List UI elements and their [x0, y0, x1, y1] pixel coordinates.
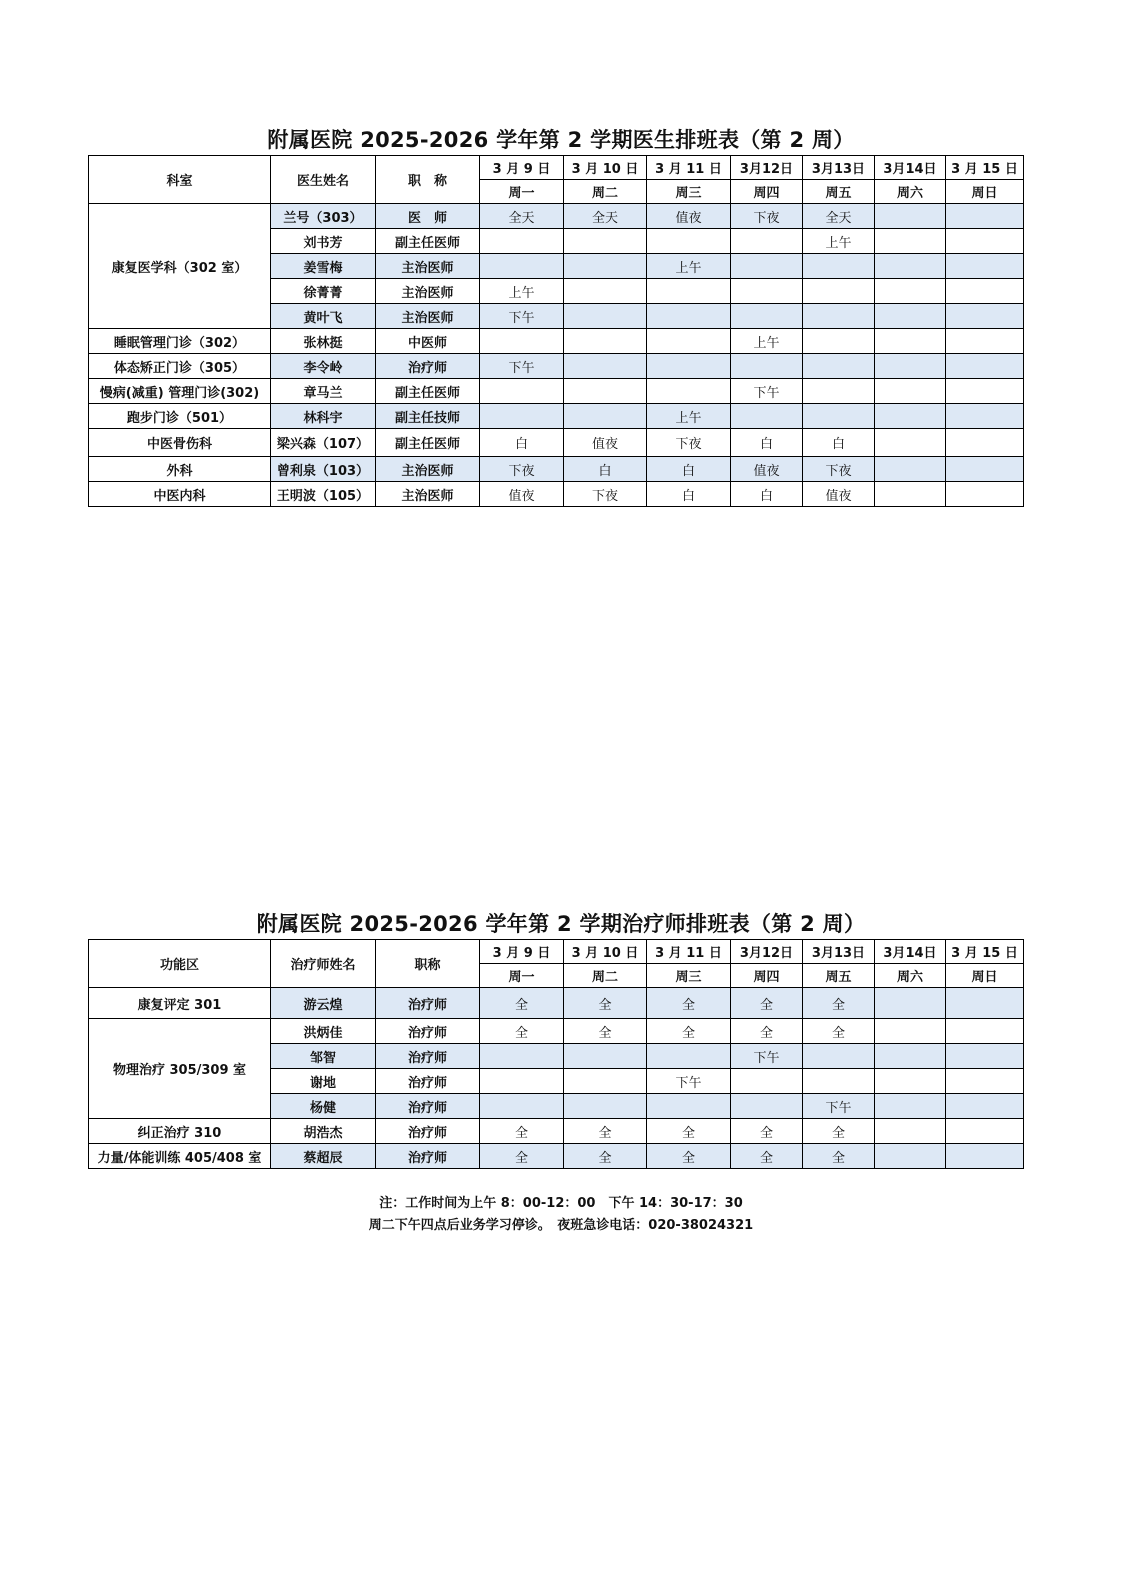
shift-cell: 下夜	[480, 457, 564, 482]
shift-cell	[946, 429, 1024, 457]
dept-cell: 睡眠管理门诊（302）	[89, 329, 271, 354]
shift-cell	[946, 1144, 1024, 1169]
shift-cell: 全	[647, 988, 731, 1019]
header-area: 功能区	[89, 940, 271, 988]
shift-cell	[564, 404, 647, 429]
table-row	[89, 354, 1024, 379]
shift-cell: 全	[564, 1019, 647, 1044]
shift-cell	[946, 1044, 1024, 1069]
shift-cell	[480, 379, 564, 404]
shift-cell	[875, 1094, 946, 1119]
shift-cell	[875, 429, 946, 457]
shift-cell	[480, 1094, 564, 1119]
title-cell: 治疗师	[376, 1069, 480, 1094]
shift-cell: 全	[731, 1019, 803, 1044]
shift-cell	[946, 988, 1024, 1019]
header-date: 3 月 10 日	[564, 156, 647, 180]
shift-cell	[480, 329, 564, 354]
shift-cell: 全	[480, 1119, 564, 1144]
header-date: 3月13日	[803, 156, 875, 180]
shift-cell	[946, 404, 1024, 429]
title-cell: 主治医师	[376, 304, 480, 329]
shift-cell: 全	[803, 1144, 875, 1169]
shift-cell	[803, 354, 875, 379]
area-cell: 康复评定 301	[89, 988, 271, 1019]
shift-cell: 白	[731, 429, 803, 457]
doctor-schedule-title: 附属医院 2025-2026 学年第 2 学期医生排班表（第 2 周）	[267, 128, 855, 152]
header-date: 3月14日	[875, 940, 946, 964]
table-row	[89, 988, 1024, 1019]
header-date: 3 月 11 日	[647, 940, 731, 964]
dept-cell: 中医骨伤科	[89, 429, 271, 457]
shift-cell: 全	[803, 1019, 875, 1044]
shift-cell	[946, 329, 1024, 354]
title-cell: 治疗师	[376, 1044, 480, 1069]
shift-cell	[564, 1044, 647, 1069]
shift-cell: 上午	[647, 254, 731, 279]
shift-cell	[803, 304, 875, 329]
header-date: 3月12日	[731, 940, 803, 964]
shift-cell: 全	[731, 1119, 803, 1144]
header-weekday: 周五	[803, 964, 875, 988]
shift-cell	[946, 457, 1024, 482]
shift-cell: 值夜	[731, 457, 803, 482]
shift-cell	[480, 254, 564, 279]
shift-cell: 白	[731, 482, 803, 507]
shift-cell	[564, 1069, 647, 1094]
shift-cell	[731, 404, 803, 429]
dept-cell: 康复医学科（302 室）	[89, 204, 271, 329]
title-cell: 治疗师	[376, 1119, 480, 1144]
shift-cell	[946, 1019, 1024, 1044]
shift-cell	[731, 1069, 803, 1094]
therapist-schedule-title: 附属医院 2025-2026 学年第 2 学期治疗师排班表（第 2 周）	[256, 912, 866, 936]
shift-cell	[875, 457, 946, 482]
shift-cell: 白	[803, 429, 875, 457]
shift-cell	[564, 1094, 647, 1119]
shift-cell: 全	[480, 988, 564, 1019]
shift-cell	[803, 1069, 875, 1094]
header-title: 职 称	[376, 156, 480, 204]
title-cell: 副主任医师	[376, 379, 480, 404]
shift-cell	[803, 404, 875, 429]
shift-cell	[731, 354, 803, 379]
area-cell: 力量/体能训练 405/408 室	[89, 1144, 271, 1169]
shift-cell	[647, 1094, 731, 1119]
shift-cell	[875, 229, 946, 254]
title-cell: 主治医师	[376, 482, 480, 507]
shift-cell	[564, 354, 647, 379]
shift-cell	[564, 379, 647, 404]
header-weekday: 周六	[875, 180, 946, 204]
therapist-schedule-table	[88, 939, 1024, 1169]
shift-cell	[946, 254, 1024, 279]
shift-cell	[803, 254, 875, 279]
shift-cell: 下午	[731, 379, 803, 404]
name-cell: 姜雪梅	[271, 254, 376, 279]
shift-cell	[875, 304, 946, 329]
header-date: 3 月 9 日	[480, 156, 564, 180]
shift-cell	[875, 254, 946, 279]
name-cell: 杨健	[271, 1094, 376, 1119]
shift-cell: 白	[647, 457, 731, 482]
shift-cell	[946, 482, 1024, 507]
title-cell: 副主任技师	[376, 404, 480, 429]
shift-cell: 全	[480, 1144, 564, 1169]
shift-cell	[946, 1094, 1024, 1119]
shift-cell	[946, 279, 1024, 304]
header-weekday: 周二	[564, 180, 647, 204]
shift-cell	[875, 1119, 946, 1144]
title-cell: 副主任医师	[376, 229, 480, 254]
name-cell: 王明波（105）	[271, 482, 376, 507]
shift-cell	[875, 482, 946, 507]
title-cell: 医 师	[376, 204, 480, 229]
name-cell: 兰号（303）	[271, 204, 376, 229]
shift-cell	[875, 404, 946, 429]
shift-cell	[731, 254, 803, 279]
shift-cell	[731, 229, 803, 254]
table-row	[89, 1019, 1024, 1044]
shift-cell	[564, 254, 647, 279]
shift-cell: 下夜	[647, 429, 731, 457]
dept-cell: 中医内科	[89, 482, 271, 507]
table-row	[89, 457, 1024, 482]
name-cell: 梁兴森（107）	[271, 429, 376, 457]
shift-cell	[647, 354, 731, 379]
shift-cell: 下午	[480, 304, 564, 329]
shift-cell: 下午	[803, 1094, 875, 1119]
name-cell: 刘书芳	[271, 229, 376, 254]
shift-cell: 全	[564, 1119, 647, 1144]
header-weekday: 周三	[647, 964, 731, 988]
shift-cell	[875, 1069, 946, 1094]
shift-cell	[875, 379, 946, 404]
header-weekday: 周一	[480, 964, 564, 988]
shift-cell	[946, 304, 1024, 329]
shift-cell	[875, 988, 946, 1019]
shift-cell	[803, 379, 875, 404]
area-cell: 物理治疗 305/309 室	[89, 1019, 271, 1119]
name-cell: 曾利泉（103）	[271, 457, 376, 482]
shift-cell: 白	[480, 429, 564, 457]
dept-cell: 外科	[89, 457, 271, 482]
table-row	[89, 1144, 1024, 1169]
header-title: 职称	[376, 940, 480, 988]
shift-cell: 全天	[564, 204, 647, 229]
name-cell: 蔡超辰	[271, 1144, 376, 1169]
shift-cell: 下夜	[564, 482, 647, 507]
shift-cell	[946, 379, 1024, 404]
header-date: 3月13日	[803, 940, 875, 964]
title-cell: 治疗师	[376, 1144, 480, 1169]
title-cell: 治疗师	[376, 988, 480, 1019]
shift-cell	[731, 1094, 803, 1119]
shift-cell: 全	[480, 1019, 564, 1044]
shift-cell: 下午	[480, 354, 564, 379]
shift-cell	[803, 1044, 875, 1069]
shift-cell: 值夜	[803, 482, 875, 507]
shift-cell	[946, 1069, 1024, 1094]
shift-cell	[946, 354, 1024, 379]
shift-cell	[647, 304, 731, 329]
shift-cell: 全	[731, 1144, 803, 1169]
header-weekday: 周四	[731, 180, 803, 204]
note-study-and-emergency: 周二下午四点后业务学习停诊。 夜班急诊电话：020-38024321	[368, 1218, 754, 1233]
name-cell: 林科宇	[271, 404, 376, 429]
table-row	[89, 204, 1024, 229]
name-cell: 洪炳佳	[271, 1019, 376, 1044]
shift-cell	[875, 204, 946, 229]
shift-cell	[647, 1044, 731, 1069]
header-weekday: 周日	[946, 964, 1024, 988]
shift-cell: 全	[731, 988, 803, 1019]
shift-cell	[564, 329, 647, 354]
name-cell: 章马兰	[271, 379, 376, 404]
table-row	[89, 379, 1024, 404]
shift-cell: 全	[647, 1119, 731, 1144]
shift-cell: 全	[564, 988, 647, 1019]
shift-cell: 上午	[731, 329, 803, 354]
table-row	[89, 404, 1024, 429]
shift-cell: 全	[803, 1119, 875, 1144]
shift-cell	[480, 1044, 564, 1069]
header-weekday: 周五	[803, 180, 875, 204]
name-cell: 游云煌	[271, 988, 376, 1019]
table-row	[89, 429, 1024, 457]
shift-cell: 全	[803, 988, 875, 1019]
header-weekday: 周三	[647, 180, 731, 204]
shift-cell: 值夜	[564, 429, 647, 457]
shift-cell	[647, 379, 731, 404]
name-cell: 张林挺	[271, 329, 376, 354]
shift-cell	[946, 204, 1024, 229]
title-cell: 主治医师	[376, 254, 480, 279]
shift-cell: 全天	[480, 204, 564, 229]
name-cell: 李令岭	[271, 354, 376, 379]
shift-cell: 下夜	[803, 457, 875, 482]
name-cell: 邹智	[271, 1044, 376, 1069]
title-cell: 主治医师	[376, 457, 480, 482]
shift-cell	[875, 1019, 946, 1044]
shift-cell	[731, 304, 803, 329]
dept-cell: 跑步门诊（501）	[89, 404, 271, 429]
shift-cell: 全天	[803, 204, 875, 229]
header-name: 治疗师姓名	[271, 940, 376, 988]
header-date: 3 月 15 日	[946, 940, 1024, 964]
title-cell: 治疗师	[376, 1094, 480, 1119]
header-date: 3 月 9 日	[480, 940, 564, 964]
name-cell: 黄叶飞	[271, 304, 376, 329]
shift-cell	[564, 229, 647, 254]
shift-cell	[564, 279, 647, 304]
shift-cell	[480, 229, 564, 254]
shift-cell: 下午	[731, 1044, 803, 1069]
dept-cell: 体态矫正门诊（305）	[89, 354, 271, 379]
shift-cell: 全	[647, 1019, 731, 1044]
shift-cell: 上午	[647, 404, 731, 429]
shift-cell: 值夜	[647, 204, 731, 229]
shift-cell	[480, 404, 564, 429]
header-weekday: 周六	[875, 964, 946, 988]
shift-cell: 下夜	[731, 204, 803, 229]
shift-cell	[875, 1044, 946, 1069]
shift-cell: 下午	[647, 1069, 731, 1094]
shift-cell: 上午	[480, 279, 564, 304]
shift-cell: 全	[564, 1144, 647, 1169]
header-weekday: 周二	[564, 964, 647, 988]
table-row	[89, 1119, 1024, 1144]
shift-cell: 值夜	[480, 482, 564, 507]
dept-cell: 慢病(减重) 管理门诊(302)	[89, 379, 271, 404]
header-dept: 科室	[89, 156, 271, 204]
shift-cell	[803, 279, 875, 304]
header-date: 3 月 15 日	[946, 156, 1024, 180]
title-cell: 副主任医师	[376, 429, 480, 457]
header-date: 3月12日	[731, 156, 803, 180]
shift-cell: 上午	[803, 229, 875, 254]
header-date: 3 月 11 日	[647, 156, 731, 180]
header-weekday: 周四	[731, 964, 803, 988]
name-cell: 徐菁菁	[271, 279, 376, 304]
name-cell: 胡浩杰	[271, 1119, 376, 1144]
shift-cell	[647, 229, 731, 254]
area-cell: 纠正治疗 310	[89, 1119, 271, 1144]
shift-cell: 白	[564, 457, 647, 482]
shift-cell	[731, 279, 803, 304]
shift-cell	[647, 329, 731, 354]
header-weekday: 周一	[480, 180, 564, 204]
header-date: 3月14日	[875, 156, 946, 180]
shift-cell	[875, 329, 946, 354]
name-cell: 谢地	[271, 1069, 376, 1094]
note-working-hours: 注：工作时间为上午 8：00-12：00 下午 14：30-17：30	[379, 1196, 743, 1211]
shift-cell: 白	[647, 482, 731, 507]
header-date: 3 月 10 日	[564, 940, 647, 964]
shift-cell	[875, 1144, 946, 1169]
header-name: 医生姓名	[271, 156, 376, 204]
title-cell: 中医师	[376, 329, 480, 354]
title-cell: 主治医师	[376, 279, 480, 304]
doctor-schedule-table	[88, 155, 1024, 507]
table-row	[89, 482, 1024, 507]
header-weekday: 周日	[946, 180, 1024, 204]
shift-cell: 全	[647, 1144, 731, 1169]
shift-cell	[875, 279, 946, 304]
shift-cell	[946, 1119, 1024, 1144]
shift-cell	[875, 354, 946, 379]
shift-cell	[480, 1069, 564, 1094]
shift-cell	[946, 229, 1024, 254]
shift-cell	[803, 329, 875, 354]
table-row	[89, 329, 1024, 354]
title-cell: 治疗师	[376, 1019, 480, 1044]
shift-cell	[647, 279, 731, 304]
shift-cell	[564, 304, 647, 329]
title-cell: 治疗师	[376, 354, 480, 379]
